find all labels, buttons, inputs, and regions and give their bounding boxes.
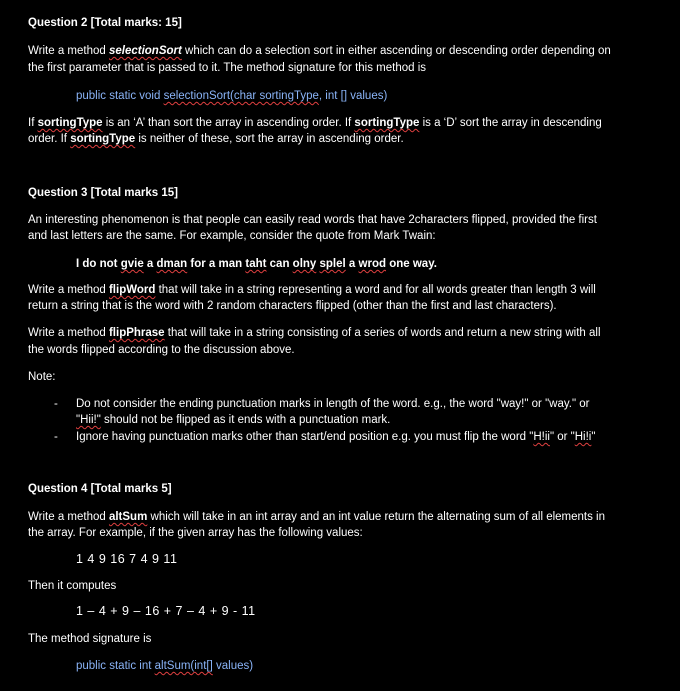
q3-flipword-line: Write a method flipWord that will take in a string representing a word and for all words greater than length 3 will xyxy=(28,284,596,296)
q2-rule-line: If sortingType is an ‘A’ than sort the array in ascending order. If sortingType is a ‘D’ sort the array in descending xyxy=(28,117,602,129)
then-label: Then it computes xyxy=(28,580,117,592)
q2-rule-line: order. If sortingType is neither of these, sort the array in ascending order. xyxy=(28,133,404,145)
q3-paragraph-line: An interesting phenomenon is that people can easily read words that have 2characters flipped, provided the first xyxy=(28,214,597,226)
q2-paragraph-line: Write a method selectionSort which can do a selection sort in either ascending or descending order depending on xyxy=(28,45,611,57)
method-name: selectionSort xyxy=(108,45,182,57)
bullet-dash: - xyxy=(54,431,58,443)
q2-title: Question 2 [Total marks: 15] xyxy=(28,17,182,29)
q3-flipphrase-line: the words flipped according to the discussion above. xyxy=(28,344,295,356)
q3-flipword-line: return a string that is the word with 2 random characters flipped (other than the first and last characters). xyxy=(28,300,557,312)
bullet-text: Ignore having punctuation marks other than start/end position e.g. you must flip the word "H!ii" or "Hi!i" xyxy=(76,431,596,443)
q4-signature: public static int altSum(int[] values) xyxy=(76,660,254,672)
twain-quote: I do not gvie a dman for a man taht can olny splel a wrod one way. xyxy=(76,258,437,270)
q3-paragraph-line: and last letters are the same. For example, consider the quote from Mark Twain: xyxy=(28,230,436,242)
q4-title: Question 4 [Total marks 5] xyxy=(28,483,172,495)
q3-title: Question 3 [Total marks 15] xyxy=(28,187,178,199)
q4-paragraph-line: the array. For example, if the given array has the following values: xyxy=(28,527,363,539)
alternating-calc: 1 – 4 + 9 – 16 + 7 – 4 + 9 - 11 xyxy=(76,604,256,618)
q2-signature: public static void selectionSort(char sortingType, int [] values) xyxy=(76,90,388,102)
example-array: 1 4 9 16 7 4 9 11 xyxy=(76,552,178,566)
bullet-dash: - xyxy=(54,398,58,410)
signature-label: The method signature is xyxy=(28,633,152,645)
note-label: Note: xyxy=(28,371,56,383)
q3-flipphrase-line: Write a method flipPhrase that will take in a string consisting of a series of words and return a new string with all xyxy=(28,327,601,339)
q4-paragraph-line: Write a method altSum which will take in an int array and an int value return the alternating sum of all elements in xyxy=(28,511,605,523)
bullet-text: Do not consider the ending punctuation marks in length of the word. e.g., the word "way!" or "way." or xyxy=(76,398,590,410)
q2-paragraph-line: the first parameter that is passed to it. The method signature for this method is xyxy=(28,62,427,74)
bullet-text: "Hii!" should not be flipped as it ends with a punctuation mark. xyxy=(76,414,391,426)
